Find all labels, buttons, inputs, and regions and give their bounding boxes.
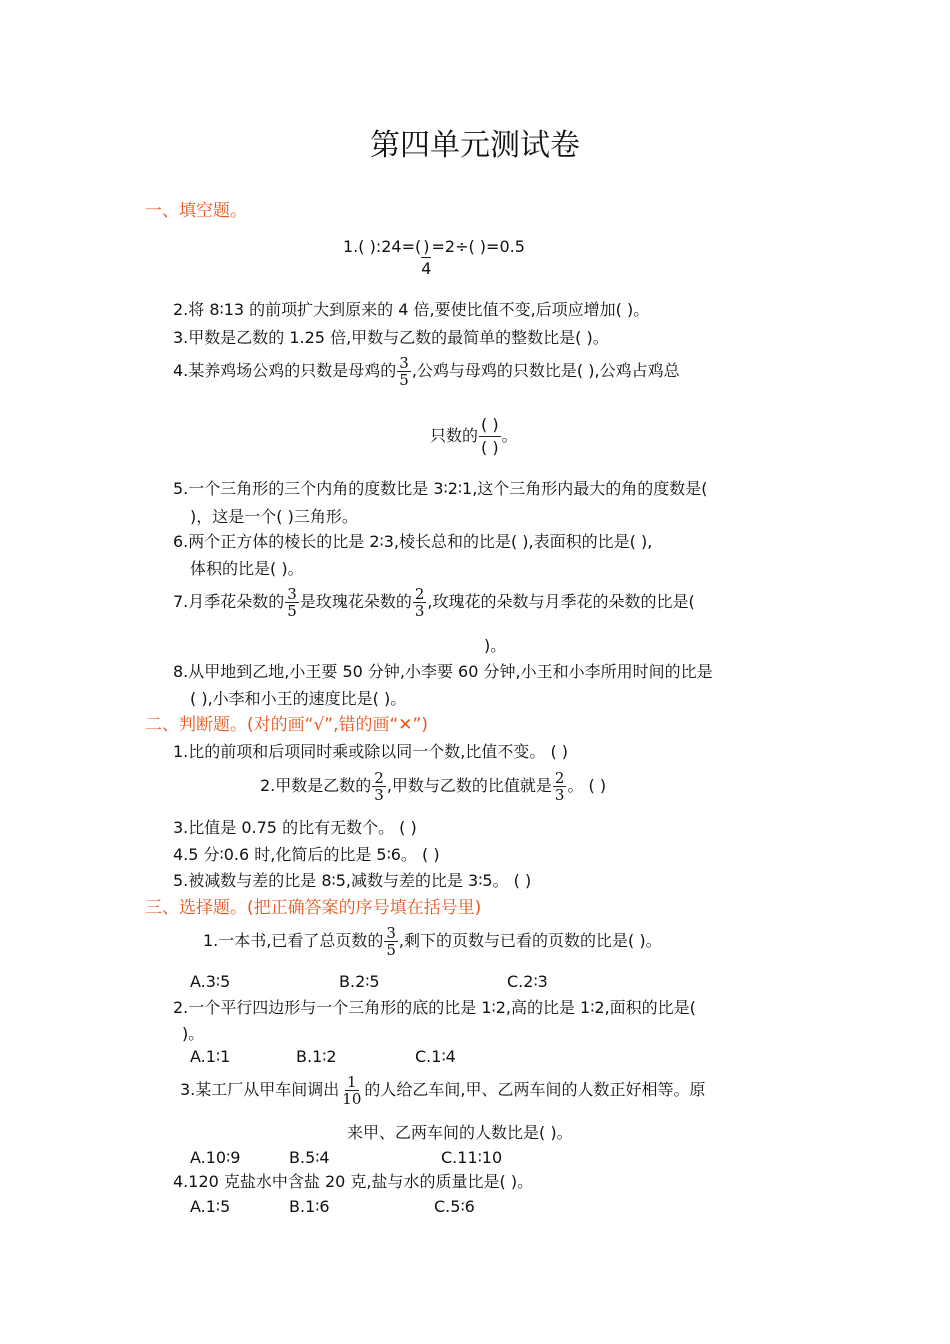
- option-3-3-b: B.5∶4: [289, 1148, 330, 1167]
- question-1-7-line2: )。: [484, 636, 507, 655]
- q2-2-den1: 3: [374, 786, 384, 804]
- question-3-2-line2: )。: [182, 1024, 205, 1043]
- q7-fraction-2: [413, 586, 427, 619]
- q3-1-fraction: [384, 925, 398, 958]
- question-2-2: [260, 770, 606, 803]
- option-3-3-a: A.10∶9: [190, 1148, 241, 1167]
- q2-2-text-a: 2.甲数是乙数的: [260, 776, 372, 795]
- q4-fraction: [397, 355, 411, 388]
- question-1-4-line1: [173, 355, 680, 388]
- question-1-7-line1: [173, 586, 695, 619]
- q3-1-text-b: ,剩下的页数与已看的页数的比是( )。: [398, 931, 662, 950]
- q2-2-text-c: 。 ( ): [567, 776, 607, 795]
- q3-3-text-b: 的人给乙车间,甲、乙两车间的人数正好相等。原: [364, 1080, 706, 1099]
- q7-text-c: ,玫瑰花的朵数与月季花的朵数的比是(: [427, 592, 695, 611]
- q4-text-d: 。: [501, 426, 518, 445]
- q3-1-text-a: 1.一本书,已看了总页数的: [203, 931, 384, 950]
- question-1-6-line1: 6.两个正方体的棱长的比是 2∶3,棱长总和的比是( ),表面积的比是( ),: [173, 532, 653, 551]
- question-3-3-line1: [180, 1074, 705, 1107]
- question-1-4-line2: [430, 414, 518, 459]
- question-2-4: 4.5 分∶0.6 时,化简后的比是 5∶6。 ( ): [173, 845, 440, 864]
- question-1-5-line1: 5.一个三角形的三个内角的度数比是 3∶2∶1,这个三角形内最大的角的度数是(: [173, 479, 708, 498]
- question-3-3-line2: 来甲、乙两车间的人数比是( )。: [347, 1123, 573, 1142]
- question-1-6-line2: 体积的比是( )。: [190, 559, 304, 578]
- q2-2-fraction-1: [372, 770, 386, 803]
- q4-blank-fraction: [479, 414, 501, 459]
- option-3-4-b: B.1∶6: [289, 1197, 330, 1216]
- option-3-2-c: C.1∶4: [415, 1047, 456, 1066]
- q2-2-den2: 3: [554, 786, 565, 804]
- q7-text-b: 是玫瑰花朵数的: [299, 592, 412, 611]
- q3-3-den: 10: [342, 1090, 362, 1108]
- q1-fraction-numerator: ): [423, 237, 430, 256]
- q7-den1: 5: [287, 602, 297, 620]
- question-3-4: 4.120 克盐水中含盐 20 克,盐与水的质量比是( )。: [173, 1172, 534, 1191]
- option-3-1-a: A.3∶5: [190, 972, 231, 991]
- q1-part-a: 1.( ):24=(: [343, 237, 422, 256]
- question-1-1: [343, 237, 525, 280]
- q4-text-a: 4.某养鸡场公鸡的只数是母鸡的: [173, 361, 397, 380]
- q7-num1: 3: [287, 585, 297, 603]
- q2-2-num2: 2: [554, 769, 565, 787]
- question-1-3: 3.甲数是乙数的 1.25 倍,甲数与乙数的最简单的整数比是( )。: [173, 328, 609, 347]
- section-heading-choice: 三、选择题。(把正确答案的序号填在括号里): [145, 898, 482, 918]
- option-3-1-b: B.2∶5: [339, 972, 380, 991]
- q4-text-c: 只数的: [430, 426, 479, 445]
- option-3-2-b: B.1∶2: [296, 1047, 337, 1066]
- option-3-4-a: A.1∶5: [190, 1197, 231, 1216]
- q4-blank-den: ( ): [481, 438, 499, 457]
- q7-fraction-1: [285, 586, 299, 619]
- q3-3-num: 1: [347, 1073, 357, 1091]
- page-title: 第四单元测试卷: [370, 128, 580, 163]
- q4-den: 5: [399, 371, 409, 389]
- q4-text-b: ,公鸡与母鸡的只数比是( ),公鸡占鸡总: [411, 361, 680, 380]
- q2-2-num1: 2: [374, 769, 384, 787]
- q7-num2: 2: [414, 585, 425, 603]
- q3-3-text-a: 3.某工厂从甲车间调出: [180, 1080, 340, 1099]
- question-2-3: 3.比值是 0.75 的比有无数个。 ( ): [173, 818, 417, 837]
- question-2-5: 5.被减数与差的比是 8∶5,减数与差的比是 3∶5。 ( ): [173, 871, 532, 890]
- option-3-2-a: A.1∶1: [190, 1047, 231, 1066]
- question-1-8-line2: ( ),小李和小王的速度比是( )。: [190, 689, 407, 708]
- option-3-3-c: C.11∶10: [441, 1148, 503, 1167]
- q1-fraction: [421, 237, 431, 280]
- q3-3-fraction: [340, 1074, 363, 1107]
- question-1-2: 2.将 8∶13 的前项扩大到原来的 4 倍,要使比值不变,后项应增加( )。: [173, 300, 650, 319]
- q7-text-a: 7.月季花朵数的: [173, 592, 285, 611]
- question-3-2-line1: 2.一个平行四边形与一个三角形的底的比是 1∶2,高的比是 1∶2,面积的比是(: [173, 998, 696, 1017]
- question-1-5-line2: )，这是一个( )三角形。: [190, 507, 358, 526]
- q1-part-b: =2÷( )=0.5: [431, 237, 525, 256]
- q7-den2: 3: [414, 602, 425, 620]
- section-heading-judgement: 二、判断题。(对的画“√”,错的画“✕”): [145, 715, 428, 735]
- q3-1-num: 3: [386, 924, 396, 942]
- question-2-1: 1.比的前项和后项同时乘或除以同一个数,比值不变。 ( ): [173, 742, 569, 761]
- q4-blank-num: ( ): [479, 414, 501, 437]
- option-3-1-c: C.2∶3: [507, 972, 548, 991]
- q3-1-den: 5: [386, 941, 396, 959]
- q2-2-text-b: ,甲数与乙数的比值就是: [386, 776, 552, 795]
- q1-fraction-denominator: 4: [421, 259, 432, 278]
- question-3-1: [203, 925, 662, 958]
- option-3-4-c: C.5∶6: [434, 1197, 475, 1216]
- question-1-8-line1: 8.从甲地到乙地,小王要 50 分钟,小李要 60 分钟,小王和小李所用时间的比是: [173, 662, 713, 681]
- q2-2-fraction-2: [553, 770, 567, 803]
- section-heading-fill-blank: 一、填空题。: [145, 201, 247, 221]
- q4-num: 3: [399, 354, 409, 372]
